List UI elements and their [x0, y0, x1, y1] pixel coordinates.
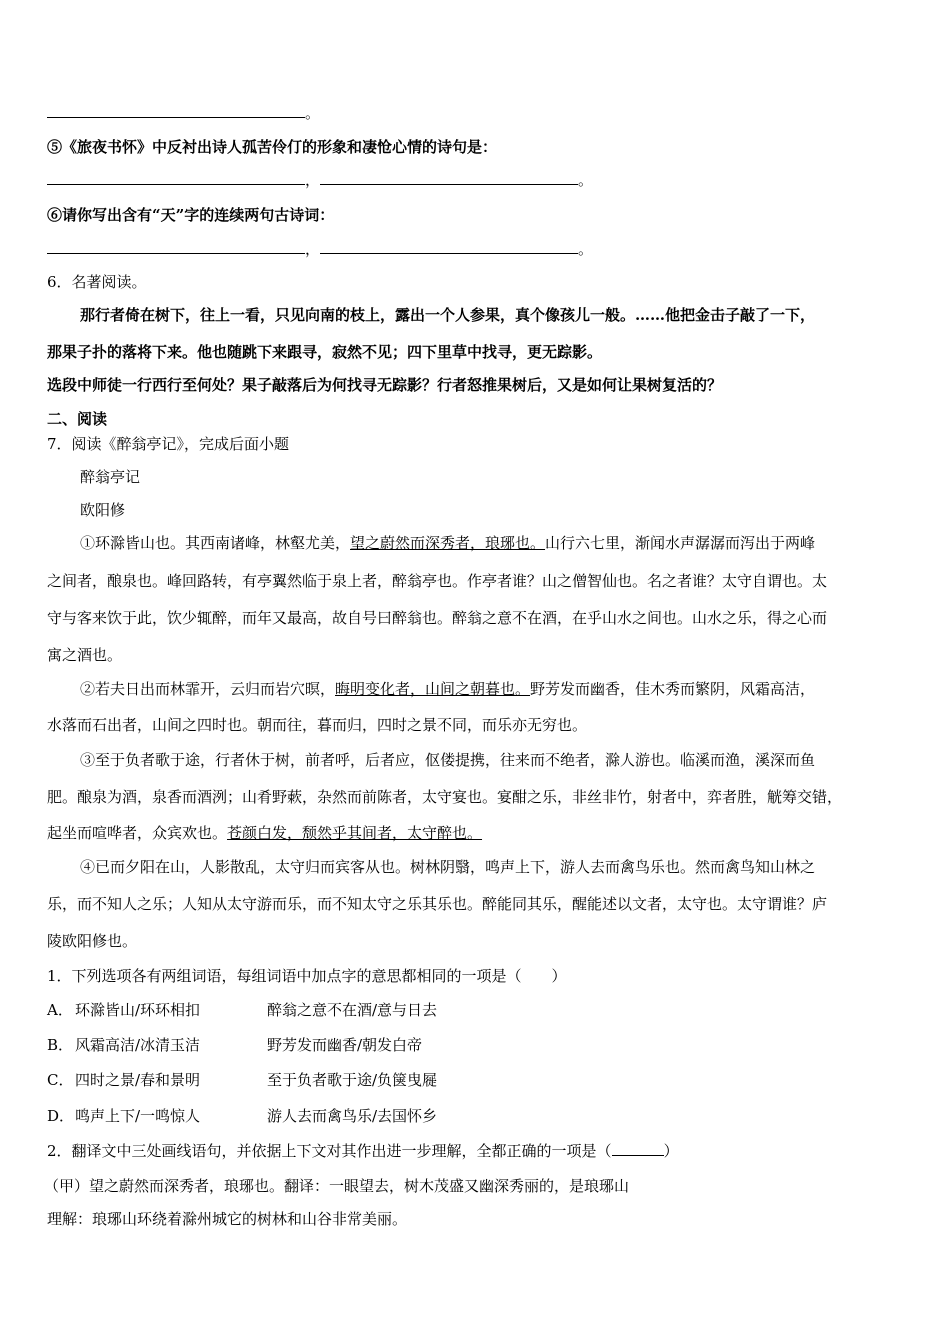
q6-question: 选段中师徒一行西行至何处？果子敲落后为何找寻无踪影？行者怒推果树后，又是如何让果树复活的？: [47, 376, 723, 394]
essay-p3-line1: ③至于负者歌于途，行者休于树，前者呼，后者应，伛偻提携，往来而不绝者，滁人游也。临溪而渔，溪深而鱼: [80, 751, 816, 769]
q6-excerpt-line2: 那果子扑的落将下来。他也随跳下来跟寻，寂然不见；四下里草中找寻，更无踪影。: [47, 343, 603, 361]
essay-p4-line1: ④已而夕阳在山，人影散乱，太守归而宾客从也。树林阴翳，鸣声上下，游人去而禽鸟乐也。然而禽鸟知山林之: [80, 858, 816, 876]
essay-p4-line3: 陵欧阳修也。: [47, 932, 138, 950]
subq2-stem: 2．翻译文中三处画线语句，并依据上下文对其作出进一步理解，全都正确的一项是（ ）: [47, 1142, 679, 1160]
underlined-sentence-yi: 晦明变化者，山间之朝暮也。: [335, 680, 531, 698]
answer-blank[interactable]: [47, 170, 305, 185]
subq1-option-d[interactable]: D．鸣声上下/一鸣惊人 游人去而禽鸟乐/去国怀乡: [47, 1107, 438, 1125]
subq2-jia-understanding: 理解：琅琊山环绕着滁州城它的树林和山谷非常美丽。: [47, 1210, 408, 1228]
essay-p1-line2: 之间者，酿泉也。峰回路转，有亭翼然临于泉上者，醉翁亭也。作亭者谁？山之僧智仙也。名之者谁？太守自谓也。太: [47, 572, 828, 590]
essay-p1-line1: ①环滁皆山也。其西南诸峰，林壑尤美，望之蔚然而深秀者，琅琊也。山行六七里，渐闻水声潺潺而泻出于两峰: [80, 534, 816, 552]
q6-excerpt-line1: 那行者倚在树下，往上一看，只见向南的枝上，露出一个人参果，真个像孩儿一般。……他把金击子敲了一下，: [80, 306, 816, 324]
answer-blank[interactable]: [47, 103, 305, 118]
answer-blank[interactable]: [47, 239, 305, 254]
essay-p3-line3: 起坐而喧哗者，众宾欢也。苍颜白发，颓然乎其间者，太守醉也。: [47, 824, 483, 842]
essay-p1-line4: 寓之酒也。: [47, 646, 123, 664]
q7-intro: 7．阅读《醉翁亭记》，完成后面小题: [47, 435, 290, 453]
underlined-sentence-bing: 苍颜白发，颓然乎其间者，太守醉也。: [227, 824, 483, 842]
answer-line-4: 。: [47, 103, 320, 123]
essay-p2-line2: 水落而石出者，山间之四时也。朝而往，暮而归，四时之景不同，而乐亦无穷也。: [47, 716, 588, 734]
subq1-option-c[interactable]: C． 四时之景/春和景明 至于负者歌于途/负箧曳屣: [47, 1071, 438, 1089]
essay-p4-line2: 乐，而不知人之乐；人知从太守游而乐，而不知太守之乐其乐也。醉能同其乐，醒能述以文者，太守也。太守谓谁？庐: [47, 895, 828, 913]
subq1-stem: 1．下列选项各有两组词语，每组词语中加点字的意思都相同的一项是（ ）: [47, 967, 567, 985]
answer-blank[interactable]: [320, 239, 578, 254]
q6-prompt: ⑥请你写出含有“天”字的连续两句古诗词：: [47, 206, 335, 224]
essay-p2-line1: ②若夫日出而林霏开，云归而岩穴暝，晦明变化者，山间之朝暮也。野芳发而幽香，佳木秀而繁阴，风霜高洁，: [80, 680, 816, 698]
q5-prompt: ⑤《旅夜书怀》中反衬出诗人孤苦伶仃的形象和凄怆心情的诗句是：: [47, 138, 498, 156]
answer-blank[interactable]: [320, 170, 578, 185]
answer-line-5: ， 。: [47, 170, 593, 190]
q6-title: 6．名著阅读。: [47, 273, 147, 291]
answer-blank[interactable]: [612, 1141, 664, 1156]
subq1-option-b[interactable]: B． 风霜高洁/冰清玉洁 野芳发而幽香/朝发白帝: [47, 1036, 423, 1054]
section-heading: 二、阅读: [47, 410, 108, 428]
answer-line-6: ， 。: [47, 239, 593, 259]
essay-title: 醉翁亭记: [80, 468, 141, 486]
underlined-sentence-jia: 望之蔚然而深秀者，琅琊也。: [350, 534, 546, 552]
subq2-jia-translation: （甲）望之蔚然而深秀者，琅琊也。翻译：一眼望去，树木茂盛又幽深秀丽的，是琅琊山: [44, 1177, 630, 1195]
essay-p1-line3: 守与客来饮于此，饮少辄醉，而年又最高，故自号曰醉翁也。醉翁之意不在酒，在乎山水之间也。山水之乐，得之心而: [47, 609, 828, 627]
essay-author: 欧阳修: [80, 501, 126, 519]
subq1-option-a[interactable]: A． 环滁皆山/环环相扣 醉翁之意不在酒/意与日去: [47, 1001, 438, 1019]
essay-p3-line2: 肥。酿泉为酒，泉香而酒洌；山肴野蔌，杂然而前陈者，太守宴也。宴酣之乐，非丝非竹，射者中，弈者胜，觥筹交错，: [47, 788, 843, 806]
